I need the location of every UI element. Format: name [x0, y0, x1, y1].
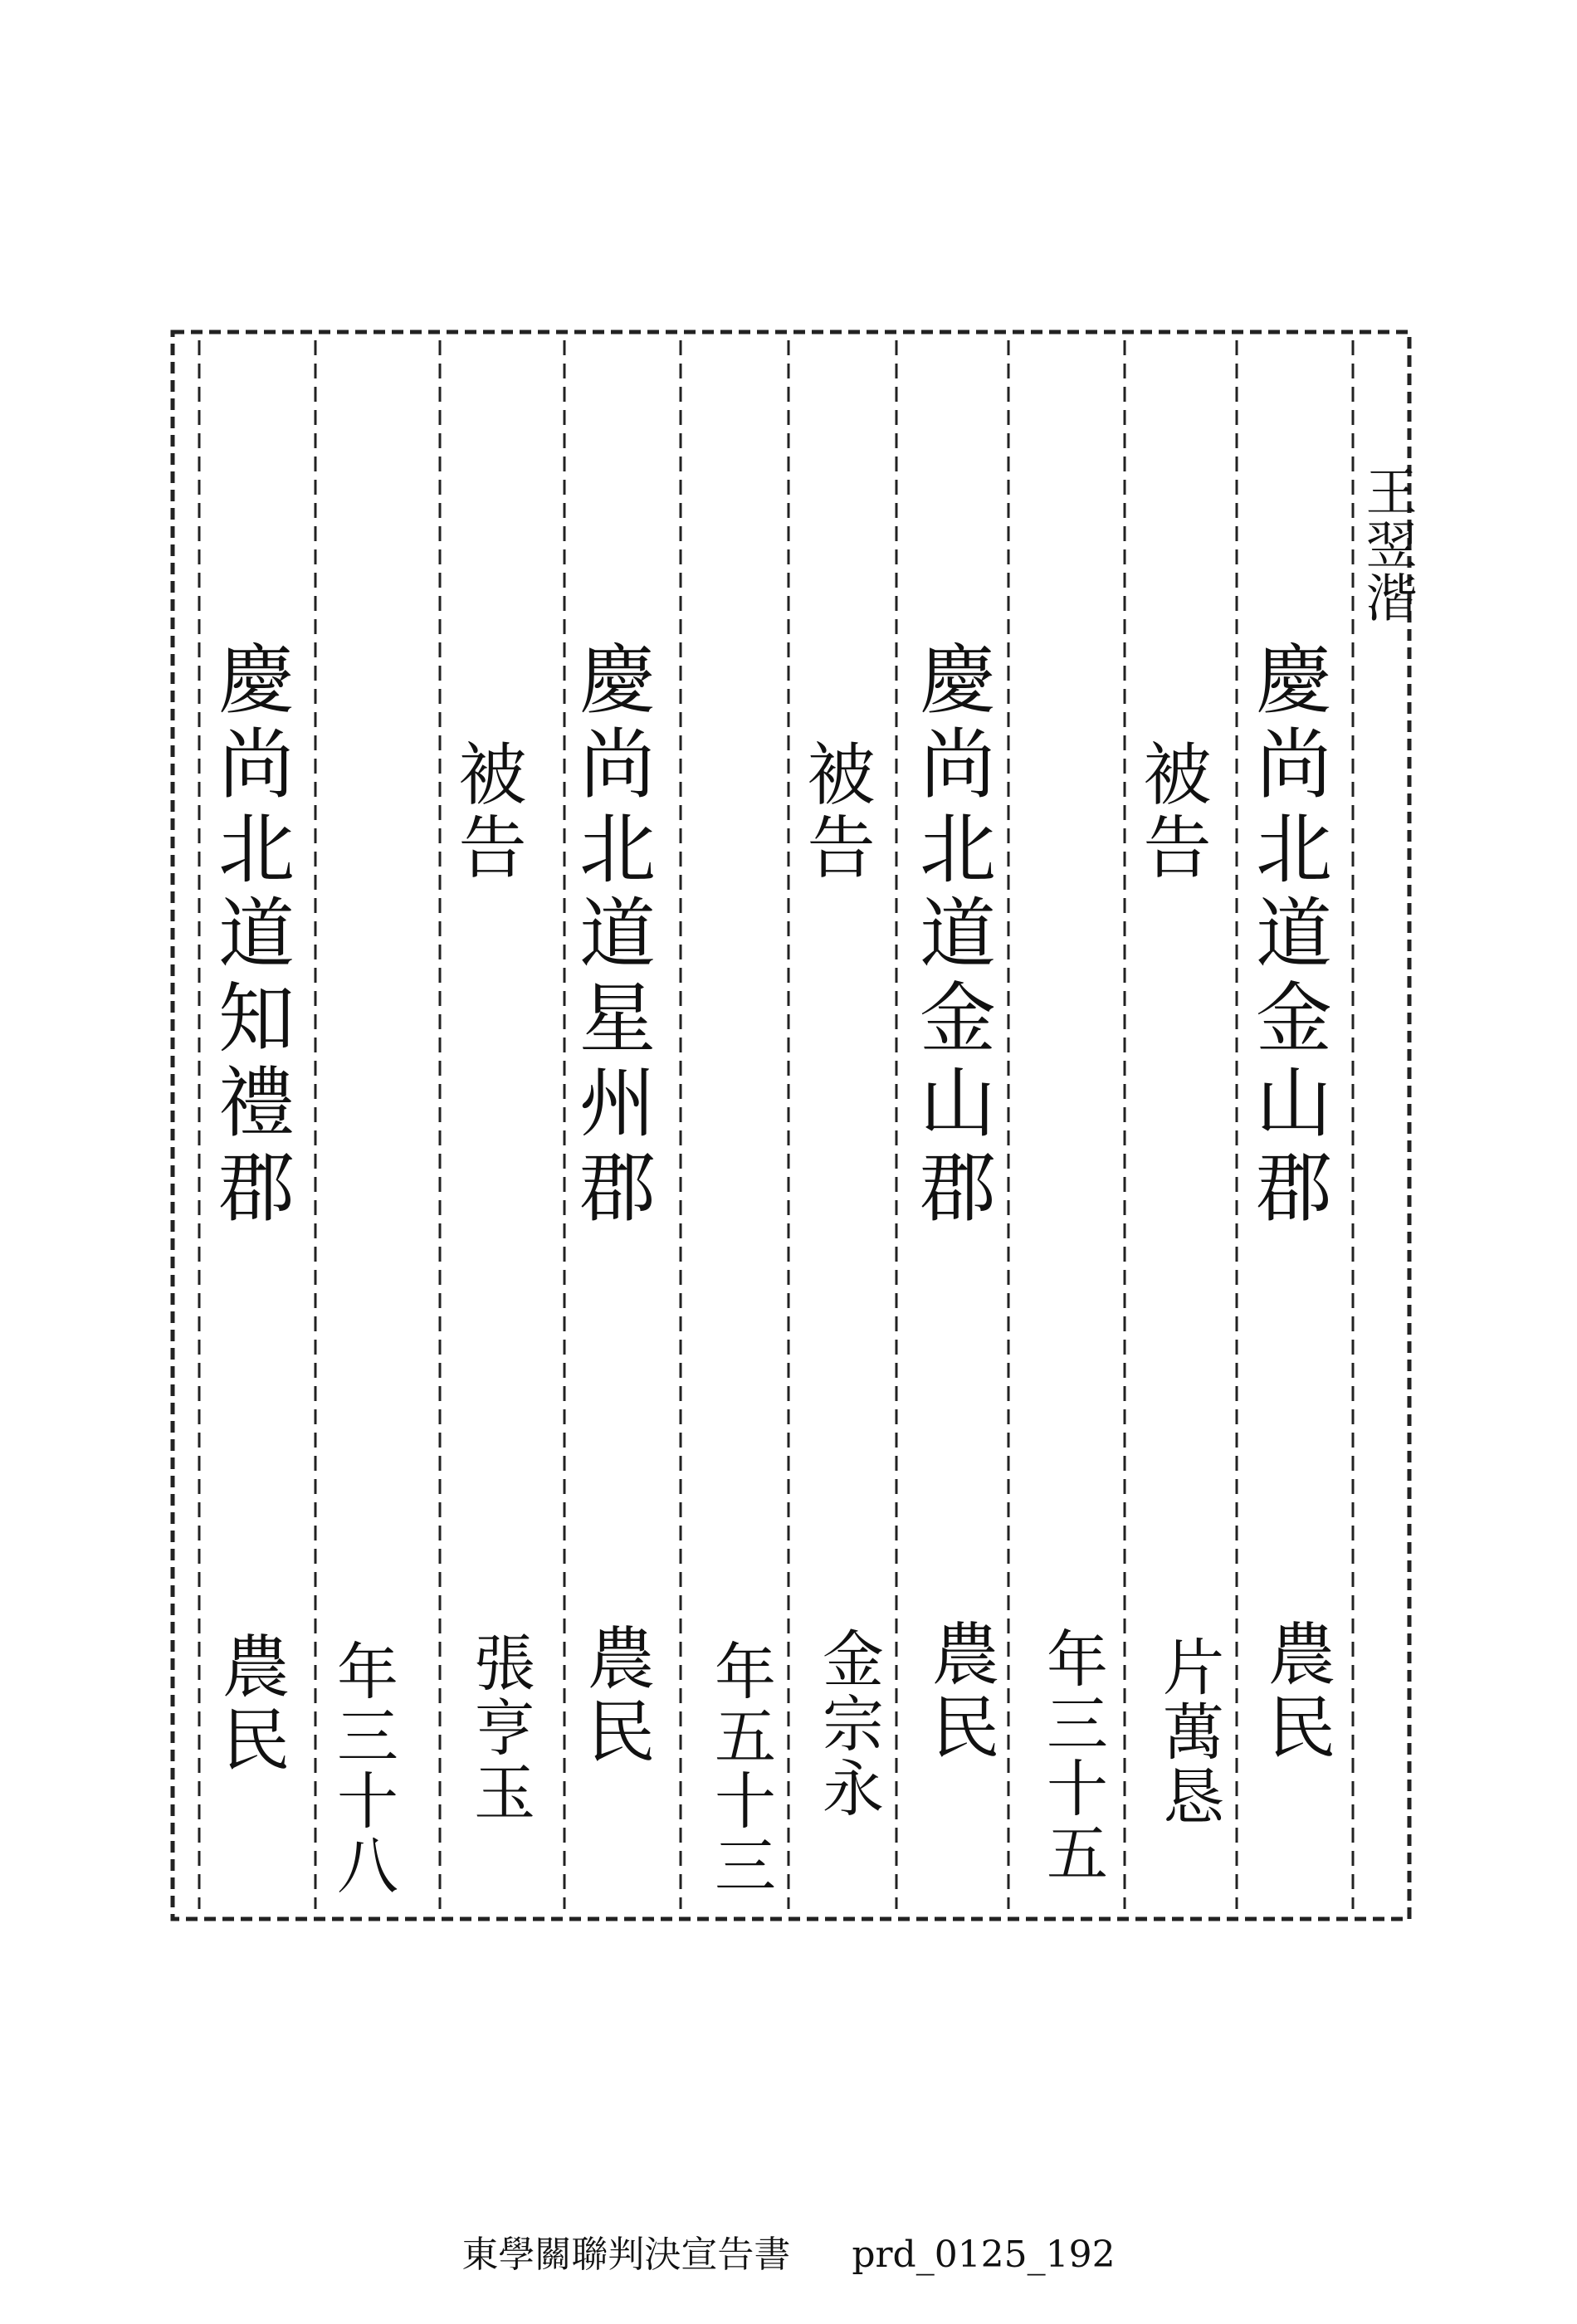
defendant-label: 被告	[796, 739, 875, 885]
occupation-label: 農民	[576, 1623, 655, 1769]
address-column: 慶尚北道星州郡	[567, 639, 656, 1232]
defendant-label: 被告	[1132, 739, 1211, 885]
address-column: 慶尚北道金山郡	[1243, 639, 1332, 1232]
margin-heading: 王翌湝	[1357, 465, 1418, 624]
defendant-name: 片萬恳	[1153, 1635, 1224, 1829]
address-column: 慶尚北道知禮郡	[206, 639, 295, 1232]
address-column: 慶尚北道金山郡	[907, 639, 996, 1232]
defendant-age: 年三十八	[327, 1639, 398, 1898]
occupation-label: 農民	[1257, 1618, 1335, 1765]
defendant-age: 年五十三	[705, 1639, 776, 1898]
defendant-age: 年三十五	[1037, 1627, 1108, 1886]
defendant-label: 被告	[447, 739, 526, 885]
occupation-label: 農民	[211, 1631, 290, 1777]
footer-code: prd_0125_192	[852, 2234, 1116, 2276]
defendant-name: 金宗永	[813, 1627, 884, 1821]
page-footer	[0, 2224, 1577, 2278]
defendant-name: 張亨玉	[464, 1631, 535, 1825]
occupation-label: 農民	[920, 1618, 999, 1765]
footer-title: 東學關聯判決宣告書	[461, 2234, 791, 2276]
